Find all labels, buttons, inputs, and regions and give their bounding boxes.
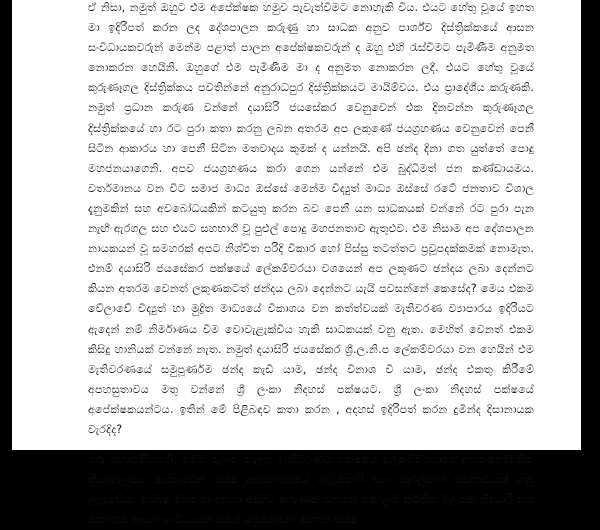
paragraph-1 [88,0,534,440]
text-line: දිනවන්න කුරුණෑගල දිස්ත්‍රික්කයේ හා රට පුරා කතා කරනු ලබන අතරම අප ලකුණේ [88,101,535,135]
text-line: අපහසුතාවය මතු වන්නේ ශ්‍රී ලංකා නිදහස් පක්ෂයට. ශ්‍රී ලංකා නිදහස් පක්ෂයේ [88,382,534,396]
text-line: ලේකම්වරයා වශයෙන් අප ලකුණට ඡන්දය ලබා දෙන්නට කියන අතරම වෙනත් [88,262,535,296]
text-line: නිර්මාණය වීම වොවැළැක්විය හැකි සාධකයක් වනු ඇත. මෙහිත් වෙනත් එකම කිසිදු [88,322,535,356]
document-body [88,0,534,530]
text-line: මැතිවරණයේ සමුපූර්ණම ඡන්ද කැඩී යාම, ඡන්ද විනාශ වී යාම, ඡන්ද එකතු කිරීමේ [88,362,534,376]
text-line: මාධ්‍ය ඔස්සේ රටේ ජනතාව විශාල දැනුමකින් සහ අවබෝධයකින් කටයුතු කරන බව [88,181,534,215]
text-line: දිසානායක වැරදිද? [88,402,534,436]
text-line: ස්ථිතික බලයක් නිදධාරී සහ මහරගම ආසන සංවිධායක සමන් ප්‍රේමකුමාර මහතා පක්ෂ [88,493,535,527]
text-line: ජයග්‍රහණය වෙනුවෙන් පෙනී සිටින ආකාරය හා පෙනී සිටින මතවාදය කුමක් ද යන්නයි. [88,121,535,155]
paragraph-2 [88,450,534,530]
text-line: ප්‍රාදේශීය කරුණකි. නමුත් ප්‍රධාන කරුණ වන්නේ දයාසිරි ජයසේකර වෙනුවෙන් එක [88,81,534,115]
text-line: අපි ඡන්ද දිනා ගත යුත්තේ පොදු මහජනයාගෙනි. අපව ජයග්‍රහණය කරා ගෙන යන්නේ [88,141,535,175]
text-line: ස්වභාවයක් ගනු ලැබුවේය. මෙබඳු ඔබතුමා දන්නා පසිද්ධ කරුණක් වන්නේ කොළඹ [88,473,534,507]
text-line: අනුමත නොකරන හෙයිනි. ඔහුගේ එම පැමිණීම මා ද අනුමත නොකරන ලදී. එයට හේතු [88,41,535,75]
document-page [12,0,581,527]
text-line: ඒ නිසා, නමුත් ඔහුට එම අපේක්ෂක හමුව පැවැත්වීමට නොහැකි විය. එයට හේතු වූයේ [88,1,505,14]
text-line: හා මුද්‍රිත මාධ්‍යයේ විකාශය වන කත්ත්වයක් මැතිවරණ ව්‍යාපාරය ඉදිරියට ඇදෙන් නම් [88,302,534,336]
text-line: ඉහත මා ඉදිරිපත් කරන ලද දේශපාලන කරුණු හා සාධක අනුව පාර්ශ්ව දිස්ත්‍රික්කයේ ආසන [88,1,535,35]
text-line: මහජනතාව ඇතුළුව. එම නිසාම අප දේශපාලන නායකයන් වූ සමහරක් අපට නිශ්චිත පරිදි [88,222,535,256]
text-line: සංවිධායකවරුන් මෙන්ම පළාත් පාලන අපේක්ෂකවරුන් ද ඔහු එහි රැස්වීමට පැමිණීම [88,41,496,55]
text-line: අපේක්ෂකයන්ටය. ඉතින් මේ පිළිබඳව කතා කරන , අදහස් ඉදිරිපත් කරන දුමින්ද [88,402,481,416]
text-line: විකාර හෝ පිස්සු තටත්තට ප්‍රවූපදක්කමක් නොමැත. එනම් දයාසිරි ජයසේකර පක්ෂයේ [88,242,535,276]
text-line: ගරු සභාපතිතුමනි, මෙම පළාත් පාලන මැතිවරණය පක්ෂයේ ලේකම්වරයාගේ [88,453,458,467]
text-line: වූයේ කුරුණෑගල දිස්ත්‍රික්කය පවතින්නේ අනුරාධපුර දිස්ත්‍රික්කයට මායිම්වය. එය [88,61,534,95]
text-line: පෙනී යන සාධකයක් වන්නේ රට පුරා පැන නැඟී ඇරගල සහ එයට සහභාගී වූ පුළුල් පොදු [88,201,535,236]
text-line: හානියක් වන්නේ නැත. නමුත් දයාසිරි ජයසේකර ශ්‍රී.ල.නි.ප ලේකම්වරයා වන හෙයින් එම [114,342,534,356]
text-line: අත්තනෝමතික ක්‍රියාකලාපය හේතුවෙන් පක්ෂ අභ්‍යන්තරයේ ගැටුම්කාරී සහ කැරලිකාර [88,453,535,487]
text-line: එම බුද්ධිමත් ජන කණ්ඩායමය. වර්තමානය වන විට සමාජ මාධ්‍ය ඔස්සේ මෙන්ම විද්‍යුත් [88,161,534,195]
text-line: ලකුණකටත් ඡන්දය ලබා දෙන්නට යැයි පවසන්නේ කෙසේද? මෙය එකම වේලාවේ විද්‍යුත් [88,282,534,316]
